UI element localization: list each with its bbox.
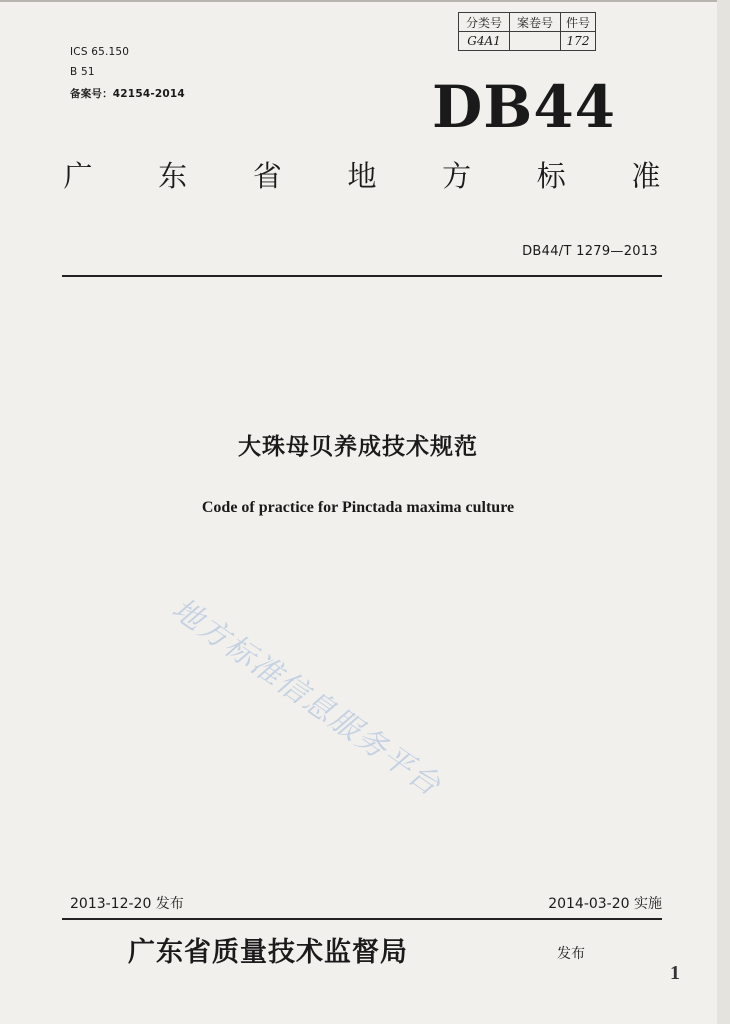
stamp-header-item: 件号	[561, 13, 596, 32]
stamp-header-file: 案卷号	[510, 13, 561, 32]
implementation-date: 2014-03-20 实施	[548, 896, 662, 912]
standard-number: DB44/T 1279—2013	[522, 244, 658, 259]
issue-date: 2013-12-20 发布	[70, 896, 184, 912]
stamp-value-item: 172	[561, 32, 596, 51]
issue-label: 发布	[557, 946, 585, 962]
ics-code: ICS 65.150	[70, 46, 130, 58]
standard-type-char: 广	[63, 159, 93, 193]
page-number: 1	[670, 962, 680, 984]
standard-type-char: 东	[158, 159, 188, 193]
top-edge-rule	[0, 0, 730, 2]
header-divider	[62, 275, 662, 277]
standard-type-char: 方	[442, 159, 472, 193]
page-right-edge	[717, 0, 730, 1024]
archive-stamp-value-row	[459, 32, 596, 51]
stamp-value-file	[510, 32, 561, 51]
standard-type-char: 地	[347, 159, 377, 193]
archive-stamp	[458, 12, 596, 51]
title-chinese: 大珠母贝养成技术规范	[238, 434, 478, 460]
issuing-authority: 广东省质量技术监督局	[128, 937, 408, 968]
stamp-header-classification: 分类号	[459, 13, 510, 32]
standard-type-char: 标	[536, 159, 566, 193]
standard-type-heading	[62, 159, 662, 193]
filing-number: 备案号：42154-2014	[70, 88, 185, 100]
archive-stamp-header-row	[459, 13, 596, 32]
db44-logo: DB44	[432, 73, 617, 141]
footer-divider	[62, 918, 662, 920]
standard-type-char: 准	[631, 159, 661, 193]
standard-type-char: 省	[252, 159, 282, 193]
title-english: Code of practice for Pinctada maxima culture	[201, 499, 515, 516]
stamp-value-classification: G4A1	[459, 32, 510, 51]
watermark: 地方标准信息服务平台	[165, 591, 448, 804]
category-code: B 51	[70, 66, 95, 78]
